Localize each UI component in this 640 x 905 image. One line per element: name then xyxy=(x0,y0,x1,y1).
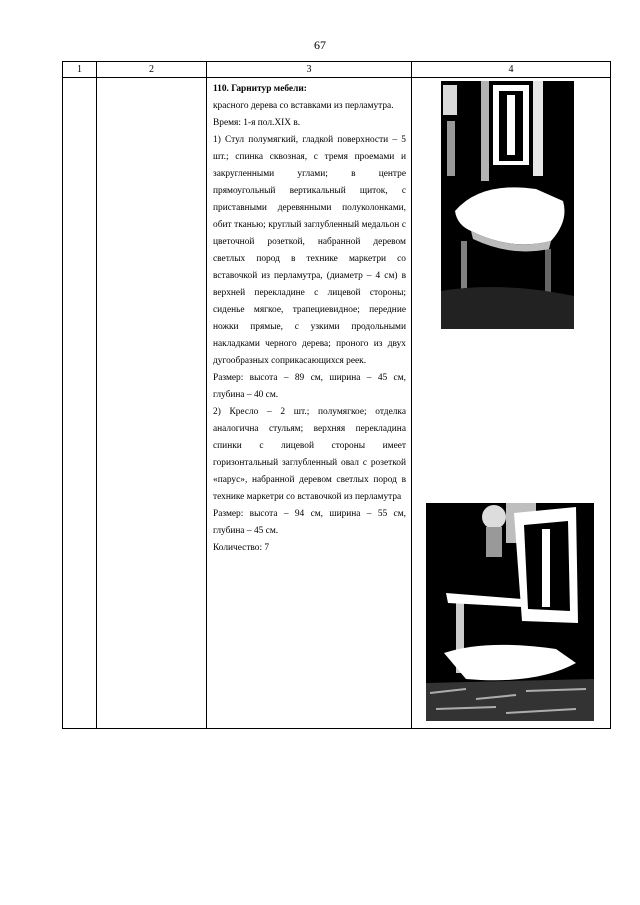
description-material: красного дерева со вставками из перламутра. xyxy=(213,101,394,111)
catalog-table xyxy=(62,61,611,729)
cell-inventory xyxy=(97,78,207,729)
header-row xyxy=(63,62,611,78)
table-row xyxy=(63,78,611,729)
description-quantity: Количество: 7 xyxy=(213,543,270,553)
header-col-1: 1 xyxy=(63,62,97,78)
header-col-2: 2 xyxy=(97,62,207,78)
header-col-4: 4 xyxy=(412,62,611,78)
description xyxy=(207,78,411,557)
description-period: Время: 1-я пол.XIX в. xyxy=(213,118,301,128)
cell-description xyxy=(207,78,412,729)
cell-photos xyxy=(412,78,611,729)
chair-photo xyxy=(441,81,574,329)
item-title: 110. Гарнитур мебели: xyxy=(213,84,307,94)
header-col-3: 3 xyxy=(207,62,412,78)
description-armchair-size: Размер: высота – 94 см, ширина – 55 см, глубина – 45 см. xyxy=(213,509,406,536)
description-chair: 1) Стул полумягкий, гладкой поверхности – 5 шт.; спинка сквозная, с тремя проемами и закругленными углами; в центре прямоугольный вертикальный щиток, с приставными деревянными полуколонками, обит тканью; круглый заглубленный медальон с цветочной розеткой, набранной деревом светлых пород в технике маркетри со вставочкой из перламутра, (диаметр – 4 см) в верхней перекладине с лицевой стороны; сиденье мягкое, трапециевидное; передние ножки прямые, с узкими продольными накладками черного дерева; проного из двух дугообразных соприкасающихся реек. xyxy=(213,135,406,366)
cell-number xyxy=(63,78,97,729)
page-number: 67 xyxy=(314,38,326,52)
armchair-photo xyxy=(426,503,594,721)
description-armchair: 2) Кресло – 2 шт.; полумягкое; отделка аналогична стульям; верхняя перекладина спинки с лицевой стороны имеет горизонтальный заглубленный овал с розеткой «парус», набранной деревом светлых пород в технике маркетри со вставочкой из перламутра xyxy=(213,407,406,502)
description-chair-size: Размер: высота – 89 см, ширина – 45 см, глубина – 40 см. xyxy=(213,373,406,400)
